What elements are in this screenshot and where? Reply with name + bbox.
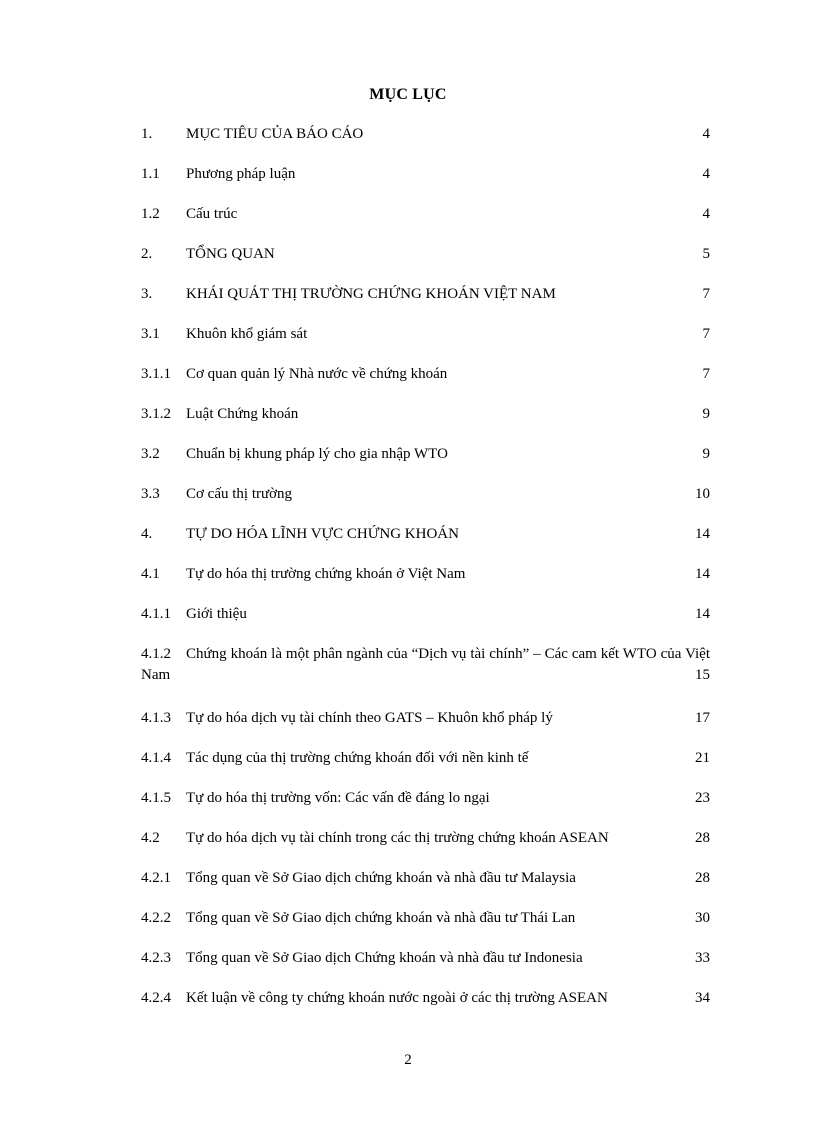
toc-entry-number: 2. [141, 246, 153, 262]
toc-entry-page: 15 [695, 667, 710, 683]
table-of-contents [141, 124, 710, 1028]
toc-entry-title: Giới thiệu [186, 606, 247, 622]
toc-entry-title: Tự do hóa thị trường chứng khoán ở Việt Nam [186, 566, 466, 582]
toc-entry-title: Chứng khoán là một phân ngành của “Dịch vụ tài chính” – Các cam kết WTO của Việt [186, 646, 710, 662]
toc-entry[interactable] [141, 124, 710, 164]
toc-entry-page: 7 [702, 286, 710, 302]
toc-entry-page: 28 [695, 830, 710, 846]
toc-entry-title: Tự do hóa dịch vụ tài chính theo GATS – Khuôn khổ pháp lý [186, 710, 553, 726]
toc-entry-page: 23 [695, 790, 710, 806]
toc-entry-title: Tác dụng của thị trường chứng khoán đối với nền kinh tế [186, 750, 529, 766]
toc-entry[interactable] [141, 324, 710, 364]
toc-entry-page: 30 [695, 910, 710, 926]
toc-entry-number: 1. [141, 126, 153, 142]
toc-entry[interactable] [141, 748, 710, 788]
toc-entry-number: 4.1.2 [141, 646, 171, 662]
toc-entry-number: 4.1.1 [141, 606, 171, 622]
toc-entry[interactable] [141, 788, 710, 828]
toc-entry[interactable] [141, 868, 710, 908]
toc-entry[interactable] [141, 988, 710, 1028]
toc-entry-page: 9 [702, 406, 710, 422]
toc-entry[interactable] [141, 708, 710, 748]
toc-entry-page: 9 [702, 446, 710, 462]
toc-entry-number: 3.2 [141, 446, 160, 462]
toc-entry-number: 1.1 [141, 166, 160, 182]
toc-entry[interactable] [141, 444, 710, 484]
toc-entry-number: 3.1 [141, 326, 160, 342]
toc-entry-page: 4 [702, 166, 710, 182]
toc-entry-page: 4 [702, 126, 710, 142]
toc-entry-title: MỤC TIÊU CỦA BÁO CÁO [186, 126, 364, 142]
toc-entry-number: 4.2.2 [141, 910, 171, 926]
toc-entry-title: Chuẩn bị khung pháp lý cho gia nhập WTO [186, 446, 448, 462]
toc-entry-title: Tự do hóa thị trường vốn: Các vấn đề đáng lo ngại [186, 790, 490, 806]
toc-entry-page: 7 [702, 366, 710, 382]
toc-entry[interactable] [141, 284, 710, 324]
toc-entry[interactable] [141, 644, 710, 708]
toc-entry[interactable] [141, 564, 710, 604]
toc-entry-number: 4.1.5 [141, 790, 171, 806]
toc-entry-number: 4.2.3 [141, 950, 171, 966]
toc-entry-page: 28 [695, 870, 710, 886]
toc-entry-number: 3.1.2 [141, 406, 171, 422]
toc-entry[interactable] [141, 164, 710, 204]
toc-entry-title: Cơ cấu thị trường [186, 486, 293, 502]
toc-entry-title: Luật Chứng khoán [186, 406, 299, 422]
toc-entry-page: 10 [695, 486, 710, 502]
toc-entry-page: 14 [695, 566, 710, 582]
toc-entry-title-continuation: Nam [141, 667, 171, 683]
page-number: 2 [404, 1052, 412, 1068]
toc-entry[interactable] [141, 908, 710, 948]
toc-entry-title: Cấu trúc [186, 206, 238, 222]
toc-entry-number: 4.1.4 [141, 750, 171, 766]
toc-entry-number: 4. [141, 526, 153, 542]
page-title: MỤC LỤC [369, 86, 447, 103]
toc-entry-number: 1.2 [141, 206, 160, 222]
toc-entry-page: 33 [695, 950, 710, 966]
toc-entry-title: TỰ DO HÓA LĨNH VỰC CHỨNG KHOÁN [186, 526, 459, 542]
toc-entry-title: Tổng quan về Sở Giao dịch chứng khoán và nhà đầu tư Thái Lan [186, 910, 576, 926]
toc-entry-page: 14 [695, 606, 710, 622]
toc-entry-title: Tổng quan về Sở Giao dịch chứng khoán và nhà đầu tư Malaysia [186, 870, 576, 886]
toc-entry-number: 4.1.3 [141, 710, 171, 726]
toc-entry-number: 4.2.4 [141, 990, 171, 1006]
toc-entry-title: Khuôn khổ giám sát [186, 326, 308, 342]
toc-entry[interactable] [141, 524, 710, 564]
toc-entry-title: Phương pháp luận [186, 166, 296, 182]
toc-entry-page: 14 [695, 526, 710, 542]
toc-entry[interactable] [141, 604, 710, 644]
toc-entry-number: 4.1 [141, 566, 160, 582]
toc-entry-title: KHÁI QUÁT THỊ TRƯỜNG CHỨNG KHOÁN VIỆT NAM [186, 286, 556, 302]
toc-entry-title: Tổng quan về Sở Giao dịch Chứng khoán và nhà đầu tư Indonesia [186, 950, 583, 966]
toc-entry[interactable] [141, 364, 710, 404]
toc-entry[interactable] [141, 948, 710, 988]
toc-entry-page: 34 [695, 990, 710, 1006]
toc-entry-page: 17 [695, 710, 710, 726]
toc-entry-page: 7 [702, 326, 710, 342]
toc-entry[interactable] [141, 244, 710, 284]
toc-entry-page: 5 [702, 246, 710, 262]
toc-entry[interactable] [141, 484, 710, 524]
toc-entry-page: 21 [695, 750, 710, 766]
toc-entry-number: 3.1.1 [141, 366, 171, 382]
toc-entry[interactable] [141, 828, 710, 868]
toc-entry-number: 3.3 [141, 486, 160, 502]
toc-entry-number: 3. [141, 286, 153, 302]
toc-entry[interactable] [141, 404, 710, 444]
toc-entry-title: Kết luận về công ty chứng khoán nước ngoài ở các thị trường ASEAN [186, 990, 608, 1006]
toc-entry-title: TỔNG QUAN [186, 246, 275, 262]
toc-entry-page: 4 [702, 206, 710, 222]
toc-entry-title: Tự do hóa dịch vụ tài chính trong các thị trường chứng khoán ASEAN [186, 830, 609, 846]
toc-entry-number: 4.2.1 [141, 870, 171, 886]
toc-entry-number: 4.2 [141, 830, 160, 846]
toc-entry-title: Cơ quan quản lý Nhà nước về chứng khoán [186, 366, 448, 382]
toc-entry[interactable] [141, 204, 710, 244]
